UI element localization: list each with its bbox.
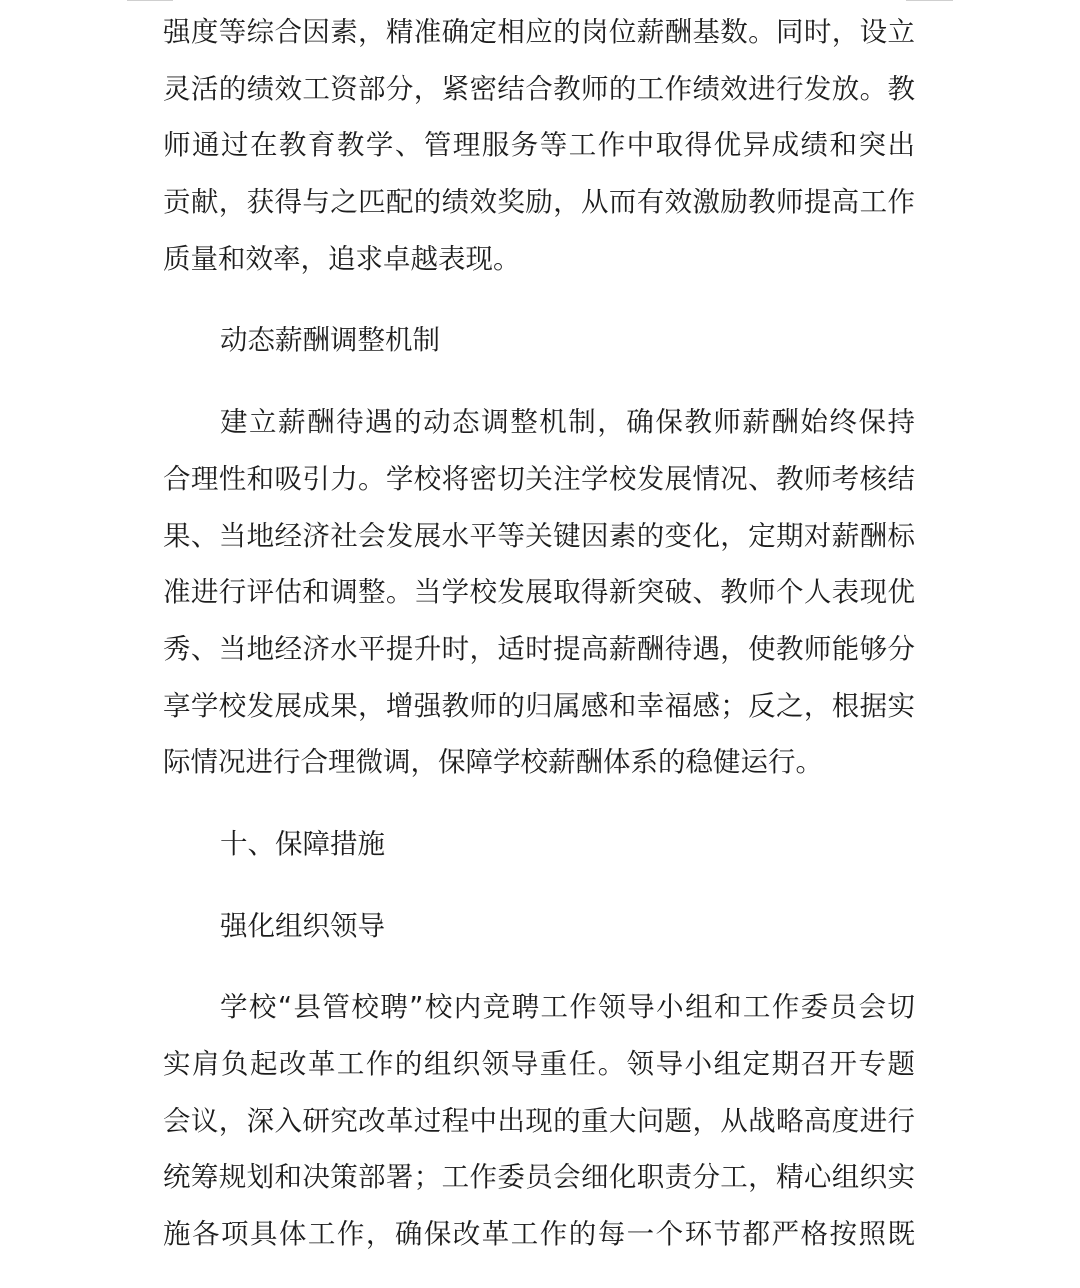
paragraph-line: 强度等综合因素，精准确定相应的岗位薪酬基数。同时，设立 bbox=[163, 16, 915, 48]
document-body bbox=[163, 4, 915, 1288]
paragraph-line: 学校“县管校聘”校内竞聘工作领导小组和工作委员会切 bbox=[220, 991, 915, 1024]
paragraph bbox=[163, 979, 915, 1262]
paragraph-line: 合理性和吸引力。学校将密切关注学校发展情况、教师考核结 bbox=[163, 462, 915, 495]
paragraph bbox=[163, 4, 915, 287]
paragraph-line: 会议，深入研究改革过程中出现的重大问题，从战略高度进行 bbox=[163, 1104, 915, 1137]
paragraph-line: 质量和效率，追求卓越表现。 bbox=[163, 242, 521, 275]
paragraph-line: 果、当地经济社会发展水平等关键因素的变化，定期对薪酬标 bbox=[163, 519, 915, 552]
paragraph-line: 享学校发展成果，增强教师的归属感和幸福感；反之，根据实 bbox=[163, 689, 915, 722]
paragraph-line: 施各项具体工作，确保改革工作的每一个环节都严格按照既 bbox=[163, 1218, 915, 1251]
page-corner-mark-left bbox=[127, 0, 173, 1]
paragraph-line: 准进行评估和调整。当学校发展取得新突破、教师个人表现优 bbox=[163, 576, 915, 609]
paragraph-line: 师通过在教育教学、管理服务等工作中取得优异成绩和突出 bbox=[163, 129, 915, 162]
paragraph-line: 统筹规划和决策部署；工作委员会细化职责分工，精心组织实 bbox=[163, 1161, 915, 1194]
paragraph bbox=[163, 394, 915, 791]
section-heading: 十、保障措施 bbox=[220, 827, 385, 860]
page-corner-mark-right bbox=[906, 0, 953, 1]
section-heading: 动态薪酬调整机制 bbox=[220, 324, 440, 357]
paragraph-line: 贡献，获得与之匹配的绩效奖励，从而有效激励教师提高工作 bbox=[163, 186, 915, 219]
paragraph-line: 际情况进行合理微调，保障学校薪酬体系的稳健运行。 bbox=[163, 746, 823, 779]
subsection-heading: 强化组织领导 bbox=[220, 909, 385, 942]
paragraph-line: 实肩负起改革工作的组织领导重任。领导小组定期召开专题 bbox=[163, 1048, 915, 1080]
paragraph-line: 建立薪酬待遇的动态调整机制，确保教师薪酬始终保持 bbox=[220, 406, 915, 439]
paragraph-line: 秀、当地经济水平提升时，适时提高薪酬待遇，使教师能够分 bbox=[163, 632, 915, 665]
paragraph-line: 灵活的绩效工资部分，紧密结合教师的工作绩效进行发放。教 bbox=[163, 72, 915, 105]
